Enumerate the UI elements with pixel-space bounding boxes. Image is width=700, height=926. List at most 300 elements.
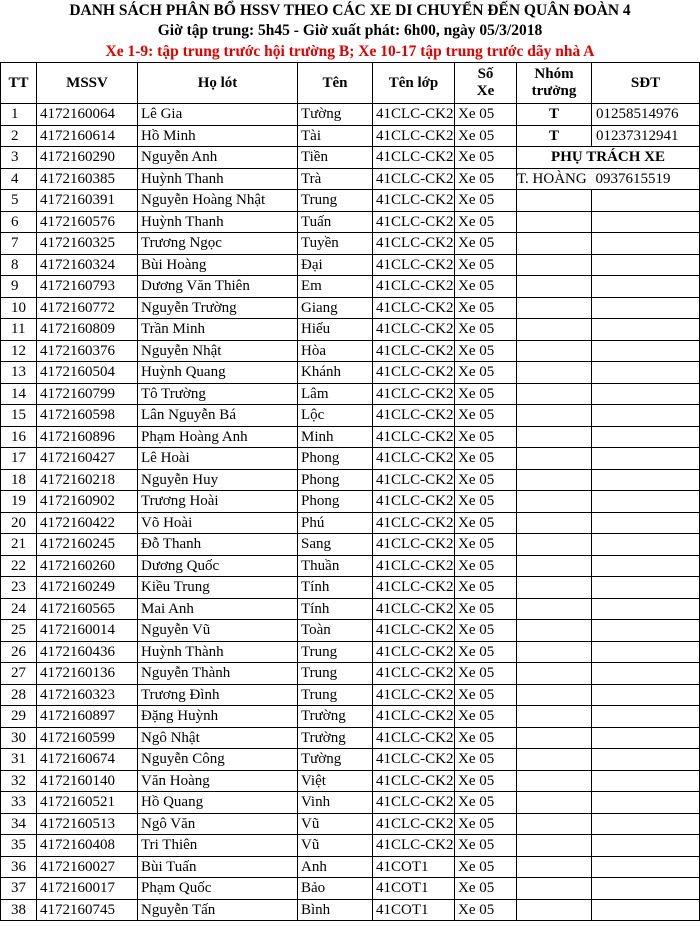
cell-soxe: Xe 05 bbox=[455, 577, 517, 599]
cell-holot: Ngô Văn bbox=[138, 813, 298, 835]
cell-tt: 30 bbox=[1, 727, 37, 749]
cell-tenlop: 41CLC-CK2 bbox=[373, 362, 455, 384]
cell-nhomtruong bbox=[517, 233, 592, 255]
cell-holot: Phạm Hoàng Anh bbox=[138, 426, 298, 448]
cell-ten: Phong bbox=[298, 448, 373, 470]
cell-nhomtruong bbox=[517, 512, 592, 534]
cell-tt: 3 bbox=[1, 147, 37, 169]
cell-ten: Tường bbox=[298, 104, 373, 126]
cell-tt: 9 bbox=[1, 276, 37, 298]
cell-ten: Tính bbox=[298, 577, 373, 599]
table-row bbox=[1, 104, 700, 126]
table-row bbox=[1, 878, 700, 900]
cell-soxe: Xe 05 bbox=[455, 598, 517, 620]
cell-nhomtruong: T bbox=[517, 125, 592, 147]
table-row bbox=[1, 297, 700, 319]
cell-phu-trach-xe: PHỤ TRÁCH XE bbox=[517, 147, 700, 169]
cell-mssv: 4172160614 bbox=[37, 125, 138, 147]
cell-tenlop: 41CLC-CK2 bbox=[373, 684, 455, 706]
cell-ten: Tuấn bbox=[298, 211, 373, 233]
cell-sdt bbox=[592, 512, 700, 534]
cell-tenlop: 41COT1 bbox=[373, 856, 455, 878]
cell-sdt: 01237312941 bbox=[592, 125, 700, 147]
cell-nhomtruong bbox=[517, 749, 592, 771]
cell-ten: Đại bbox=[298, 254, 373, 276]
cell-holot: Mai Anh bbox=[138, 598, 298, 620]
cell-nhomtruong bbox=[517, 340, 592, 362]
cell-sdt bbox=[592, 598, 700, 620]
cell-sdt bbox=[592, 469, 700, 491]
table-row bbox=[1, 512, 700, 534]
col-header-nhom-line2: trưởng bbox=[531, 83, 577, 99]
cell-sdt bbox=[592, 555, 700, 577]
cell-soxe: Xe 05 bbox=[455, 878, 517, 900]
cell-tenlop: 41CLC-CK2 bbox=[373, 383, 455, 405]
cell-tt: 16 bbox=[1, 426, 37, 448]
cell-tt: 31 bbox=[1, 749, 37, 771]
cell-tt: 10 bbox=[1, 297, 37, 319]
cell-nhomtruong bbox=[517, 211, 592, 233]
cell-mssv: 4172160897 bbox=[37, 706, 138, 728]
cell-nhomtruong bbox=[517, 534, 592, 556]
cell-nhomtruong bbox=[517, 319, 592, 341]
cell-tenlop: 41CLC-CK2 bbox=[373, 276, 455, 298]
cell-ten: Trung bbox=[298, 190, 373, 212]
table-row bbox=[1, 770, 700, 792]
cell-tt: 33 bbox=[1, 792, 37, 814]
cell-holot: Nguyễn Hoàng Nhật bbox=[138, 190, 298, 212]
col-header-mssv: MSSV bbox=[37, 63, 138, 104]
table-row bbox=[1, 598, 700, 620]
col-header-holot: Họ lót bbox=[138, 63, 298, 104]
cell-tt: 4 bbox=[1, 168, 37, 190]
cell-tenlop: 41CLC-CK2 bbox=[373, 835, 455, 857]
cell-sdt bbox=[592, 491, 700, 513]
cell-nhomtruong bbox=[517, 555, 592, 577]
cell-sdt bbox=[592, 577, 700, 599]
cell-tenlop: 41CLC-CK2 bbox=[373, 706, 455, 728]
cell-nhomtruong bbox=[517, 448, 592, 470]
cell-soxe: Xe 05 bbox=[455, 555, 517, 577]
cell-sdt bbox=[592, 426, 700, 448]
col-header-nhomtruong bbox=[517, 63, 592, 104]
cell-sdt bbox=[592, 641, 700, 663]
cell-mssv: 4172160017 bbox=[37, 878, 138, 900]
cell-soxe: Xe 05 bbox=[455, 297, 517, 319]
cell-sdt bbox=[592, 405, 700, 427]
col-header-soxe-line2: Xe bbox=[476, 83, 495, 99]
cell-soxe: Xe 05 bbox=[455, 770, 517, 792]
cell-mssv: 4172160598 bbox=[37, 405, 138, 427]
cell-sdt bbox=[592, 770, 700, 792]
cell-mssv: 4172160513 bbox=[37, 813, 138, 835]
cell-tt: 5 bbox=[1, 190, 37, 212]
cell-holot: Nguyễn Thành bbox=[138, 663, 298, 685]
table-row bbox=[1, 362, 700, 384]
cell-holot: Tô Trường bbox=[138, 383, 298, 405]
table-row bbox=[1, 147, 700, 169]
cell-tenlop: 41CLC-CK2 bbox=[373, 448, 455, 470]
col-header-nhom-line1: Nhóm bbox=[534, 66, 574, 82]
cell-holot: Nguyễn Vũ bbox=[138, 620, 298, 642]
cell-tenlop: 41CLC-CK2 bbox=[373, 405, 455, 427]
cell-tt: 29 bbox=[1, 706, 37, 728]
cell-mssv: 4172160427 bbox=[37, 448, 138, 470]
cell-mssv: 4172160136 bbox=[37, 663, 138, 685]
cell-sdt bbox=[592, 276, 700, 298]
cell-holot: Văn Hoàng bbox=[138, 770, 298, 792]
cell-holot: Nguyễn Công bbox=[138, 749, 298, 771]
cell-holot: Bùi Tuấn bbox=[138, 856, 298, 878]
cell-mssv: 4172160565 bbox=[37, 598, 138, 620]
cell-tenlop: 41CLC-CK2 bbox=[373, 534, 455, 556]
cell-sdt bbox=[592, 448, 700, 470]
table-row bbox=[1, 190, 700, 212]
cell-ten: Trường bbox=[298, 706, 373, 728]
cell-soxe: Xe 05 bbox=[455, 125, 517, 147]
cell-nhomtruong bbox=[517, 856, 592, 878]
cell-sdt bbox=[592, 620, 700, 642]
cell-tt: 18 bbox=[1, 469, 37, 491]
cell-soxe: Xe 05 bbox=[455, 147, 517, 169]
cell-tt: 13 bbox=[1, 362, 37, 384]
cell-sdt bbox=[592, 233, 700, 255]
cell-nhomtruong bbox=[517, 405, 592, 427]
table-row bbox=[1, 577, 700, 599]
cell-holot: Bùi Hoàng bbox=[138, 254, 298, 276]
cell-mssv: 4172160385 bbox=[37, 168, 138, 190]
document-title: DANH SÁCH PHÂN BỔ HSSV THEO CÁC XE DI CHUYỂN ĐẾN QUÂN ĐOÀN 4 bbox=[69, 2, 631, 19]
cell-tt: 7 bbox=[1, 233, 37, 255]
cell-sdt bbox=[592, 362, 700, 384]
cell-sdt bbox=[592, 813, 700, 835]
table-row bbox=[1, 813, 700, 835]
cell-tenlop: 41CLC-CK2 bbox=[373, 577, 455, 599]
cell-nhomtruong bbox=[517, 641, 592, 663]
table-row bbox=[1, 254, 700, 276]
cell-ten: Hòa bbox=[298, 340, 373, 362]
cell-ten: Tiền bbox=[298, 147, 373, 169]
cell-tt: 11 bbox=[1, 319, 37, 341]
cell-tt: 24 bbox=[1, 598, 37, 620]
cell-mssv: 4172160436 bbox=[37, 641, 138, 663]
cell-soxe: Xe 05 bbox=[455, 233, 517, 255]
cell-mssv: 4172160576 bbox=[37, 211, 138, 233]
col-header-tenlop: Tên lớp bbox=[373, 63, 455, 104]
cell-mssv: 4172160140 bbox=[37, 770, 138, 792]
table-row bbox=[1, 684, 700, 706]
cell-soxe: Xe 05 bbox=[455, 534, 517, 556]
cell-ten: Trung bbox=[298, 641, 373, 663]
cell-holot: Kiều Trung bbox=[138, 577, 298, 599]
cell-holot: Trương Ngọc bbox=[138, 233, 298, 255]
cell-nhomtruong bbox=[517, 770, 592, 792]
cell-ten: Phú bbox=[298, 512, 373, 534]
cell-soxe: Xe 05 bbox=[455, 211, 517, 233]
cell-mssv: 4172160745 bbox=[37, 899, 138, 921]
cell-soxe: Xe 05 bbox=[455, 899, 517, 921]
cell-tenlop: 41CLC-CK2 bbox=[373, 254, 455, 276]
cell-ten: Khánh bbox=[298, 362, 373, 384]
cell-soxe: Xe 05 bbox=[455, 813, 517, 835]
cell-sdt bbox=[592, 706, 700, 728]
cell-ten: Tính bbox=[298, 598, 373, 620]
cell-nhomtruong bbox=[517, 792, 592, 814]
cell-sdt bbox=[592, 856, 700, 878]
cell-holot: Huỳnh Thành bbox=[138, 641, 298, 663]
cell-mssv: 4172160218 bbox=[37, 469, 138, 491]
cell-ten: Vũ bbox=[298, 813, 373, 835]
cell-nhomtruong bbox=[517, 383, 592, 405]
cell-mssv: 4172160249 bbox=[37, 577, 138, 599]
cell-sdt bbox=[592, 383, 700, 405]
cell-soxe: Xe 05 bbox=[455, 856, 517, 878]
cell-tt: 20 bbox=[1, 512, 37, 534]
col-header-soxe bbox=[455, 63, 517, 104]
cell-ten: Bảo bbox=[298, 878, 373, 900]
cell-tenlop: 41CLC-CK2 bbox=[373, 620, 455, 642]
cell-soxe: Xe 05 bbox=[455, 620, 517, 642]
cell-soxe: Xe 05 bbox=[455, 491, 517, 513]
table-row bbox=[1, 706, 700, 728]
cell-soxe: Xe 05 bbox=[455, 727, 517, 749]
cell-holot: Nguyễn Anh bbox=[138, 147, 298, 169]
cell-tenlop: 41CLC-CK2 bbox=[373, 340, 455, 362]
cell-sdt bbox=[592, 684, 700, 706]
cell-nhomtruong bbox=[517, 835, 592, 857]
cell-soxe: Xe 05 bbox=[455, 383, 517, 405]
cell-holot: Huỳnh Thanh bbox=[138, 211, 298, 233]
table-row bbox=[1, 534, 700, 556]
cell-ten: Vũ bbox=[298, 835, 373, 857]
col-header-tt: TT bbox=[1, 63, 37, 104]
cell-nhomtruong bbox=[517, 598, 592, 620]
cell-nhomtruong bbox=[517, 620, 592, 642]
cell-tenlop: 41CLC-CK2 bbox=[373, 190, 455, 212]
col-header-sdt: SĐT bbox=[592, 63, 700, 104]
cell-soxe: Xe 05 bbox=[455, 663, 517, 685]
cell-ten: Lộc bbox=[298, 405, 373, 427]
cell-mssv: 4172160799 bbox=[37, 383, 138, 405]
cell-soxe: Xe 05 bbox=[455, 469, 517, 491]
cell-sdt: 01258514976 bbox=[592, 104, 700, 126]
cell-mssv: 4172160599 bbox=[37, 727, 138, 749]
cell-holot: Lân Nguyễn Bá bbox=[138, 405, 298, 427]
cell-tenlop: 41CLC-CK2 bbox=[373, 770, 455, 792]
table-row bbox=[1, 276, 700, 298]
cell-holot: Phạm Quốc bbox=[138, 878, 298, 900]
col-header-ten: Tên bbox=[298, 63, 373, 104]
cell-holot: Hồ Quang bbox=[138, 792, 298, 814]
cell-holot: Đỗ Thanh bbox=[138, 534, 298, 556]
cell-tt: 21 bbox=[1, 534, 37, 556]
cell-nhomtruong bbox=[517, 706, 592, 728]
cell-tenlop: 41CLC-CK2 bbox=[373, 233, 455, 255]
cell-soxe: Xe 05 bbox=[455, 362, 517, 384]
table-row bbox=[1, 620, 700, 642]
cell-phu-trach-name: T. HOÀNG bbox=[517, 168, 592, 190]
cell-holot: Nguyễn Nhật bbox=[138, 340, 298, 362]
table-row bbox=[1, 899, 700, 921]
table-row bbox=[1, 491, 700, 513]
cell-sdt bbox=[592, 727, 700, 749]
document-subtitle: Giờ tập trung: 5h45 - Giờ xuất phát: 6h00, ngày 05/3/2018 bbox=[157, 22, 543, 39]
cell-ten: Hiếu bbox=[298, 319, 373, 341]
cell-ten: Minh bbox=[298, 426, 373, 448]
cell-sdt bbox=[592, 254, 700, 276]
cell-tt: 12 bbox=[1, 340, 37, 362]
table-row bbox=[1, 641, 700, 663]
table-row bbox=[1, 211, 700, 233]
cell-tenlop: 41CLC-CK2 bbox=[373, 641, 455, 663]
cell-holot: Nguyễn Huy bbox=[138, 469, 298, 491]
cell-holot: Lê Gia bbox=[138, 104, 298, 126]
cell-mssv: 4172160902 bbox=[37, 491, 138, 513]
cell-soxe: Xe 05 bbox=[455, 276, 517, 298]
cell-holot: Ngô Nhật bbox=[138, 727, 298, 749]
cell-ten: Thuần bbox=[298, 555, 373, 577]
cell-tenlop: 41CLC-CK2 bbox=[373, 125, 455, 147]
cell-tt: 27 bbox=[1, 663, 37, 685]
cell-soxe: Xe 05 bbox=[455, 405, 517, 427]
cell-soxe: Xe 05 bbox=[455, 104, 517, 126]
cell-tenlop: 41COT1 bbox=[373, 878, 455, 900]
cell-ten: Tài bbox=[298, 125, 373, 147]
cell-soxe: Xe 05 bbox=[455, 512, 517, 534]
cell-tenlop: 41CLC-CK2 bbox=[373, 491, 455, 513]
table-row bbox=[1, 233, 700, 255]
cell-tt: 19 bbox=[1, 491, 37, 513]
table-row bbox=[1, 319, 700, 341]
cell-holot: Nguyễn Trường bbox=[138, 297, 298, 319]
cell-soxe: Xe 05 bbox=[455, 684, 517, 706]
allocation-table bbox=[0, 62, 700, 921]
cell-tt: 15 bbox=[1, 405, 37, 427]
cell-ten: Phong bbox=[298, 491, 373, 513]
cell-mssv: 4172160896 bbox=[37, 426, 138, 448]
cell-nhomtruong bbox=[517, 813, 592, 835]
cell-mssv: 4172160245 bbox=[37, 534, 138, 556]
cell-sdt bbox=[592, 297, 700, 319]
cell-sdt bbox=[592, 319, 700, 341]
cell-sdt bbox=[592, 899, 700, 921]
cell-soxe: Xe 05 bbox=[455, 706, 517, 728]
table-row bbox=[1, 663, 700, 685]
table-row bbox=[1, 555, 700, 577]
cell-nhomtruong bbox=[517, 297, 592, 319]
cell-holot: Tri Thiên bbox=[138, 835, 298, 857]
cell-sdt bbox=[592, 190, 700, 212]
cell-mssv: 4172160793 bbox=[37, 276, 138, 298]
cell-ten: Anh bbox=[298, 856, 373, 878]
cell-nhomtruong bbox=[517, 577, 592, 599]
cell-ten: Trà bbox=[298, 168, 373, 190]
table-row bbox=[1, 749, 700, 771]
cell-ten: Trung bbox=[298, 663, 373, 685]
cell-tenlop: 41COT1 bbox=[373, 899, 455, 921]
cell-sdt bbox=[592, 340, 700, 362]
cell-mssv: 4172160324 bbox=[37, 254, 138, 276]
cell-holot: Lê Hoài bbox=[138, 448, 298, 470]
cell-mssv: 4172160325 bbox=[37, 233, 138, 255]
cell-nhomtruong bbox=[517, 878, 592, 900]
cell-tenlop: 41CLC-CK2 bbox=[373, 469, 455, 491]
cell-tenlop: 41CLC-CK2 bbox=[373, 555, 455, 577]
cell-soxe: Xe 05 bbox=[455, 168, 517, 190]
cell-ten: Tuyền bbox=[298, 233, 373, 255]
cell-ten: Toàn bbox=[298, 620, 373, 642]
table-row bbox=[1, 856, 700, 878]
table-row bbox=[1, 792, 700, 814]
cell-ten: Trung bbox=[298, 684, 373, 706]
cell-nhomtruong bbox=[517, 491, 592, 513]
cell-tt: 8 bbox=[1, 254, 37, 276]
cell-tenlop: 41CLC-CK2 bbox=[373, 168, 455, 190]
cell-tenlop: 41CLC-CK2 bbox=[373, 792, 455, 814]
cell-ten: Bình bbox=[298, 899, 373, 921]
table-row bbox=[1, 168, 700, 190]
cell-tenlop: 41CLC-CK2 bbox=[373, 663, 455, 685]
cell-mssv: 4172160064 bbox=[37, 104, 138, 126]
cell-sdt bbox=[592, 792, 700, 814]
cell-tenlop: 41CLC-CK2 bbox=[373, 727, 455, 749]
document-note: Xe 1-9: tập trung trước hội trường B; Xe 10-17 tập trung trước dãy nhà A bbox=[105, 43, 595, 60]
cell-tenlop: 41CLC-CK2 bbox=[373, 598, 455, 620]
cell-holot: Trần Minh bbox=[138, 319, 298, 341]
cell-holot: Trương Đình bbox=[138, 684, 298, 706]
cell-tt: 32 bbox=[1, 770, 37, 792]
cell-sdt bbox=[592, 835, 700, 857]
cell-mssv: 4172160376 bbox=[37, 340, 138, 362]
cell-mssv: 4172160260 bbox=[37, 555, 138, 577]
cell-ten: Vinh bbox=[298, 792, 373, 814]
cell-holot: Võ Hoài bbox=[138, 512, 298, 534]
cell-holot: Đặng Huỳnh bbox=[138, 706, 298, 728]
table-row bbox=[1, 383, 700, 405]
cell-mssv: 4172160422 bbox=[37, 512, 138, 534]
cell-tt: 38 bbox=[1, 899, 37, 921]
cell-soxe: Xe 05 bbox=[455, 448, 517, 470]
cell-tt: 17 bbox=[1, 448, 37, 470]
cell-mssv: 4172160027 bbox=[37, 856, 138, 878]
table-row bbox=[1, 125, 700, 147]
cell-ten: Em bbox=[298, 276, 373, 298]
table-header-row bbox=[1, 63, 700, 104]
cell-tt: 26 bbox=[1, 641, 37, 663]
cell-ten: Giang bbox=[298, 297, 373, 319]
cell-mssv: 4172160504 bbox=[37, 362, 138, 384]
cell-soxe: Xe 05 bbox=[455, 190, 517, 212]
cell-tt: 34 bbox=[1, 813, 37, 835]
cell-sdt bbox=[592, 663, 700, 685]
cell-mssv: 4172160408 bbox=[37, 835, 138, 857]
cell-mssv: 4172160290 bbox=[37, 147, 138, 169]
cell-tt: 2 bbox=[1, 125, 37, 147]
cell-tenlop: 41CLC-CK2 bbox=[373, 319, 455, 341]
cell-holot: Dương Văn Thiên bbox=[138, 276, 298, 298]
cell-tenlop: 41CLC-CK2 bbox=[373, 749, 455, 771]
cell-mssv: 4172160809 bbox=[37, 319, 138, 341]
cell-tt: 22 bbox=[1, 555, 37, 577]
cell-sdt bbox=[592, 749, 700, 771]
cell-holot: Hồ Minh bbox=[138, 125, 298, 147]
cell-tenlop: 41CLC-CK2 bbox=[373, 211, 455, 233]
cell-ten: Sang bbox=[298, 534, 373, 556]
cell-tenlop: 41CLC-CK2 bbox=[373, 512, 455, 534]
cell-tenlop: 41CLC-CK2 bbox=[373, 426, 455, 448]
cell-soxe: Xe 05 bbox=[455, 749, 517, 771]
col-header-soxe-line1: Số bbox=[477, 66, 494, 82]
